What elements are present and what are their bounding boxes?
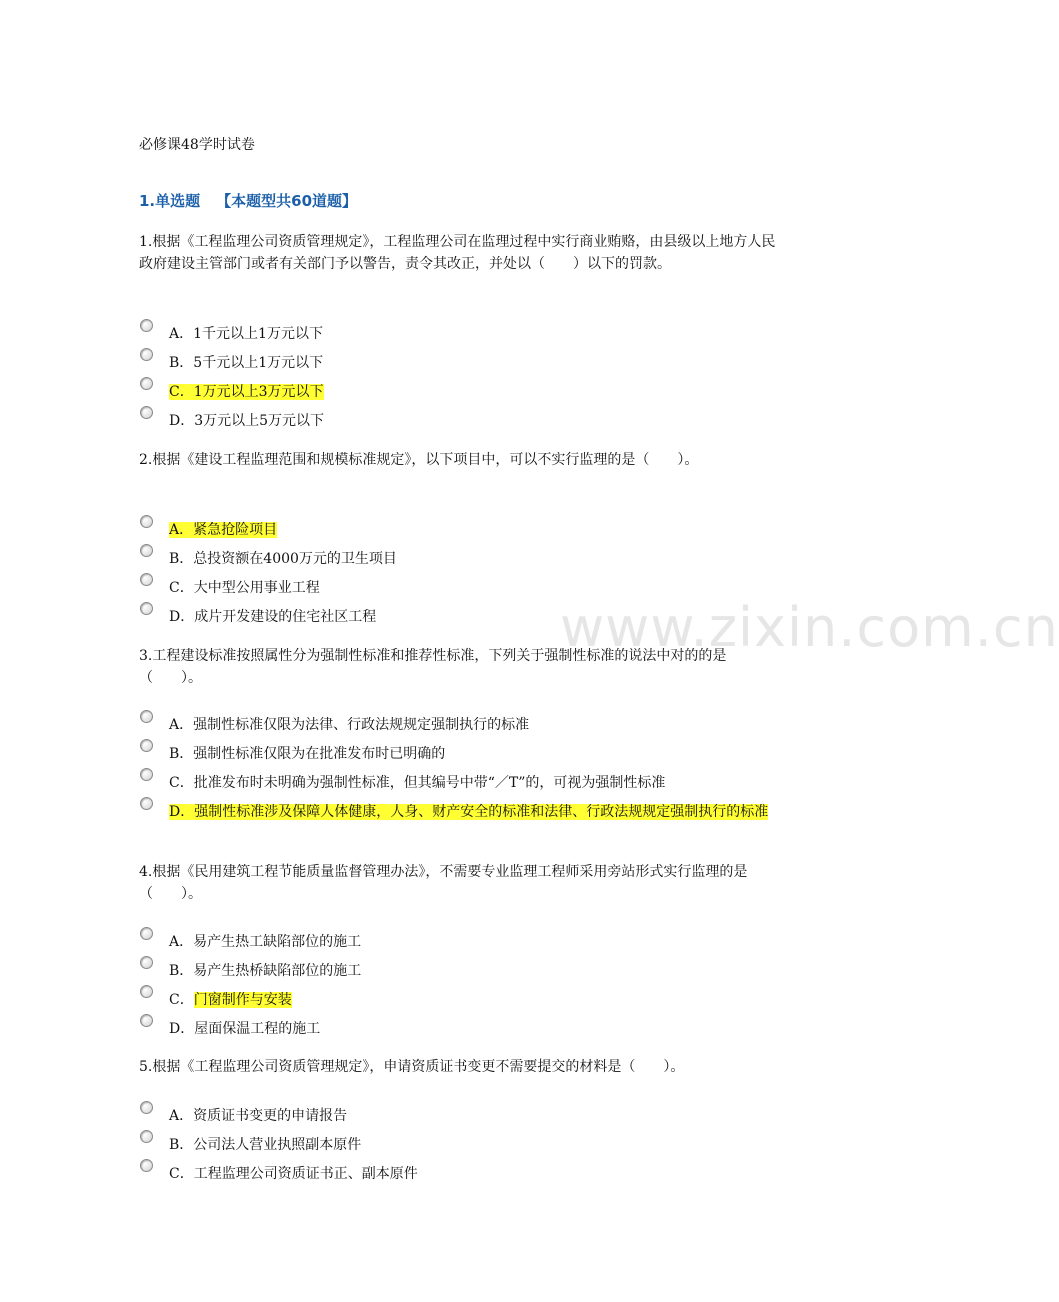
option-a[interactable] (139, 1105, 784, 1127)
option-d[interactable] (139, 606, 784, 628)
option-text: 强制性标准仅限为法律、行政法规规定强制执行的标准 (193, 717, 530, 733)
option-label: C． (169, 580, 194, 596)
document-title: 必修课48学时试卷 (139, 137, 255, 153)
option-a[interactable] (139, 323, 784, 345)
option-label: D． (169, 609, 195, 625)
radio-button[interactable] (140, 927, 153, 940)
section-type: 单选题 (155, 192, 201, 210)
radio-button[interactable] (140, 739, 153, 752)
option-c[interactable] (139, 381, 784, 403)
option-label: A． (169, 934, 194, 950)
option-b[interactable] (139, 960, 784, 982)
radio-button[interactable] (140, 710, 153, 723)
option-a[interactable] (139, 519, 784, 541)
radio-button[interactable] (140, 602, 153, 615)
option-text: 批准发布时未明确为强制性标准，但其编号中带“／T”的，可视为强制性标准 (193, 775, 666, 791)
section-heading (139, 190, 357, 211)
option-label: C． (169, 384, 194, 400)
option-d[interactable] (139, 801, 784, 823)
option-d[interactable] (139, 1018, 784, 1040)
option-text: 1万元以上3万元以下 (193, 384, 324, 400)
option-c[interactable] (139, 1163, 784, 1185)
radio-button[interactable] (140, 797, 153, 810)
radio-button[interactable] (140, 985, 153, 998)
highlighted-answer (169, 804, 768, 820)
radio-button[interactable] (140, 1159, 153, 1172)
option-label: B． (169, 746, 194, 762)
option-b[interactable] (139, 743, 784, 765)
option-label: B． (169, 551, 194, 567)
option-text: 3万元以上5万元以下 (194, 413, 325, 429)
radio-button[interactable] (140, 544, 153, 557)
highlighted-answer (194, 992, 292, 1008)
option-text: 总投资额在4000万元的卫生项目 (193, 551, 397, 567)
option-text: 5千元以上1万元以下 (193, 355, 324, 371)
radio-button[interactable] (140, 515, 153, 528)
section-number: 1. (139, 192, 156, 210)
option-c[interactable] (139, 772, 784, 794)
option-text: 易产生热工缺陷部位的施工 (193, 934, 362, 950)
option-text: 工程监理公司资质证书正、副本原件 (193, 1166, 418, 1182)
question-stem: 5.根据《工程监理公司资质管理规定》，申请资质证书变更不需要提交的材料是（ ）。 (139, 1059, 685, 1075)
watermark: www.zixin.com.cn (560, 596, 1059, 659)
radio-button[interactable] (140, 377, 153, 390)
option-label: A． (169, 522, 194, 538)
option-label: B． (169, 1137, 194, 1153)
option-label: A． (169, 1108, 194, 1124)
option-label: C． (169, 992, 194, 1008)
option-a[interactable] (139, 714, 784, 736)
option-label: B． (169, 355, 194, 371)
option-label: A． (169, 717, 194, 733)
option-text: 强制性标准仅限为在批准发布时已明确的 (193, 746, 446, 762)
option-text: 紧急抢险项目 (193, 522, 278, 538)
option-label: C． (169, 775, 194, 791)
option-c[interactable] (139, 577, 784, 599)
option-text: 资质证书变更的申请报告 (193, 1108, 348, 1124)
option-text: 门窗制作与安装 (193, 992, 292, 1008)
radio-button[interactable] (140, 956, 153, 969)
option-label: B． (169, 963, 194, 979)
option-text: 成片开发建设的住宅社区工程 (194, 609, 377, 625)
radio-button[interactable] (140, 319, 153, 332)
radio-button[interactable] (140, 768, 153, 781)
question-stem: 2.根据《建设工程监理范围和规模标准规定》，以下项目中，可以不实行监理的是（ ）。 (139, 452, 699, 468)
option-text: 大中型公用事业工程 (193, 580, 320, 596)
option-text: 易产生热桥缺陷部位的施工 (193, 963, 362, 979)
question-stem: 4.根据《民用建筑工程节能质量监督管理办法》，不需要专业监理工程师采用旁站形式实行监理的是（ ）。 (139, 864, 748, 902)
radio-button[interactable] (140, 573, 153, 586)
option-label: A． (169, 326, 194, 342)
option-label: C． (169, 1166, 194, 1182)
question-stem: 1.根据《工程监理公司资质管理规定》，工程监理公司在监理过程中实行商业贿赂，由县级以上地方人民政府建设主管部门或者有关部门予以警告，责令其改正，并处以（ ）以下的罚款。 (139, 234, 776, 272)
option-a[interactable] (139, 931, 784, 953)
highlighted-answer (169, 384, 324, 400)
option-c[interactable] (139, 989, 784, 1011)
radio-button[interactable] (140, 1130, 153, 1143)
option-label: D． (169, 804, 195, 820)
option-b[interactable] (139, 1134, 784, 1156)
option-label: D． (169, 1021, 195, 1037)
option-label: D． (169, 413, 195, 429)
option-d[interactable] (139, 410, 784, 432)
option-b[interactable] (139, 352, 784, 374)
question-stem: 3.工程建设标准按照属性分为强制性标准和推荐性标准，下列关于强制性标准的说法中对的的是（ ）。 (139, 648, 727, 686)
option-b[interactable] (139, 548, 784, 570)
radio-button[interactable] (140, 348, 153, 361)
option-text: 屋面保温工程的施工 (194, 1021, 321, 1037)
highlighted-answer (169, 522, 277, 538)
radio-button[interactable] (140, 406, 153, 419)
option-text: 1千元以上1万元以下 (193, 326, 323, 342)
radio-button[interactable] (140, 1101, 153, 1114)
option-text: 公司法人营业执照副本原件 (193, 1137, 362, 1153)
option-text: 强制性标准涉及保障人体健康，人身、财产安全的标准和法律、行政法规规定强制执行的标准 (194, 804, 769, 820)
radio-button[interactable] (140, 1014, 153, 1027)
section-note: 【本题型共60道题】 (216, 192, 358, 210)
